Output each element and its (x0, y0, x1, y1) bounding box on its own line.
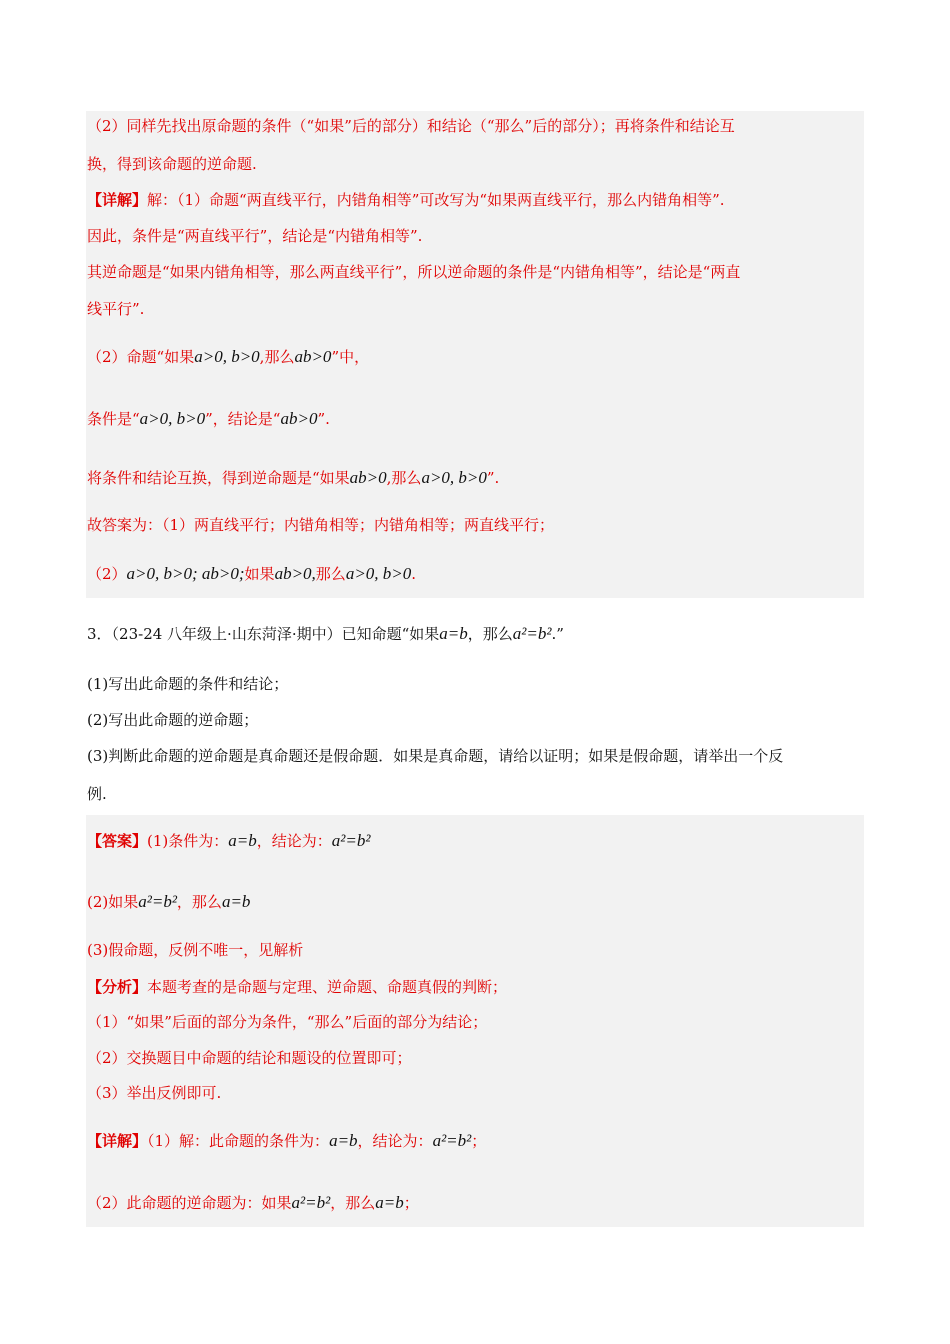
block1-line10: 故答案为：（1）两直线平行；内错角相等；内错角相等；两直线平行； (87, 516, 555, 534)
math: ab>0 (280, 409, 318, 428)
block1-line3-text: 解：（1）命题“两直线平行，内错角相等”可改写为“如果两直线平行，那么内错角相等”. (147, 191, 725, 209)
block1-line5: 其逆命题是“如果内错角相等，那么两直线平行”，所以逆命题的条件是“内错角相等”，结论是“两直 (87, 263, 741, 281)
t: (2)如果 (87, 893, 139, 911)
question-3-stem (87, 624, 564, 644)
t: ”，结论是“ (205, 410, 281, 428)
math: a=b (228, 831, 257, 850)
t: ”. (486, 469, 500, 487)
t: ”. (317, 410, 330, 428)
t: ，那么 (467, 625, 513, 643)
t: ，那么 (176, 893, 222, 911)
block1-line2: 换，得到该命题的逆命题. (87, 155, 257, 173)
block1-line8 (87, 409, 330, 429)
t: 那么 (315, 565, 346, 583)
analysis-line1 (87, 977, 507, 997)
block1-line1: （2）同样先找出原命题的条件（“如果”后的部分）和结论（“那么”后的部分）；再将条件和结论互 (87, 117, 735, 135)
t: ，结论为： (357, 1132, 433, 1150)
t: 3．（23-24 八年级上·山东菏泽·期中）已知命题“如果 (87, 625, 440, 643)
t: ”中， (331, 348, 370, 366)
block1-line3 (87, 190, 725, 210)
math: a=b (329, 1131, 358, 1150)
block1-line11 (87, 564, 416, 584)
t: ,那么 (259, 348, 295, 366)
block1-line6: 线平行”. (87, 300, 145, 318)
detail-line1 (87, 1131, 486, 1151)
detail-line2 (87, 1193, 419, 1213)
analysis-line2: （1）“如果”后面的部分为条件，“那么”后面的部分为结论； (87, 1013, 488, 1031)
math: a=b (439, 624, 468, 643)
question-3-part3-cont: 例. (87, 785, 107, 803)
math: a>0, b>0 (194, 347, 260, 366)
t: ，结论为： (256, 832, 332, 850)
t: (1)条件为： (147, 832, 229, 850)
block1-line4: 因此，条件是“两直线平行”，结论是“内错角相等”. (87, 227, 423, 245)
math: a²=b² (512, 624, 552, 643)
math: ab>0 (294, 347, 332, 366)
math: ab>0, (274, 564, 316, 583)
math: a>0, b>0 (421, 468, 487, 487)
math: a=b (375, 1193, 404, 1212)
t: .” (551, 625, 564, 643)
block1-line7 (87, 347, 369, 367)
t: 本题考查的是命题与定理、逆命题、命题真假的判断； (147, 978, 508, 996)
t: ； (403, 1194, 419, 1212)
answer-line2 (87, 892, 250, 912)
math: ab>0 (349, 468, 387, 487)
t: 将条件和结论互换，得到逆命题是“如果 (87, 469, 350, 487)
math: a>0, b>0; ab>0; (126, 564, 245, 583)
t: （1）解：此命题的条件为： (147, 1132, 330, 1150)
math: a²=b² (291, 1193, 331, 1212)
t: （2） (87, 565, 127, 583)
detail-tag-2: 【详解】 (87, 1132, 148, 1150)
math: a>0, b>0 (139, 409, 206, 428)
t: （2）此命题的逆命题为：如果 (87, 1194, 292, 1212)
math: a²=b² (432, 1131, 472, 1150)
t: . (411, 565, 417, 583)
answer-tag: 【答案】 (87, 832, 148, 850)
t: 条件是“ (87, 410, 140, 428)
block1-line9 (87, 468, 499, 488)
answer-line3: (3)假命题，反例不唯一，见解析 (87, 941, 304, 959)
math: a²=b² (331, 831, 371, 850)
analysis-line3: （2）交换题目中命题的结论和题设的位置即可； (87, 1049, 412, 1067)
math: a=b (221, 892, 251, 911)
t: ； (471, 1132, 487, 1150)
question-3-part1: (1)写出此命题的条件和结论； (87, 675, 289, 693)
analysis-tag: 【分析】 (87, 978, 148, 996)
answer-line1 (87, 831, 370, 851)
t: （2）命题“如果 (87, 348, 195, 366)
math: a>0, b>0 (345, 564, 412, 583)
analysis-line4: （3）举出反例即可. (87, 1084, 222, 1102)
t: ,那么 (386, 469, 422, 487)
detail-tag: 【详解】 (87, 191, 148, 209)
question-3-part3: (3)判断此命题的逆命题是真命题还是假命题．如果是真命题，请给以证明；如果是假命题，请举出一个反 (87, 747, 784, 765)
t: ，那么 (330, 1194, 376, 1212)
math: a²=b² (138, 892, 177, 911)
t: 如果 (244, 565, 275, 583)
question-3-part2: (2)写出此命题的逆命题； (87, 711, 259, 729)
